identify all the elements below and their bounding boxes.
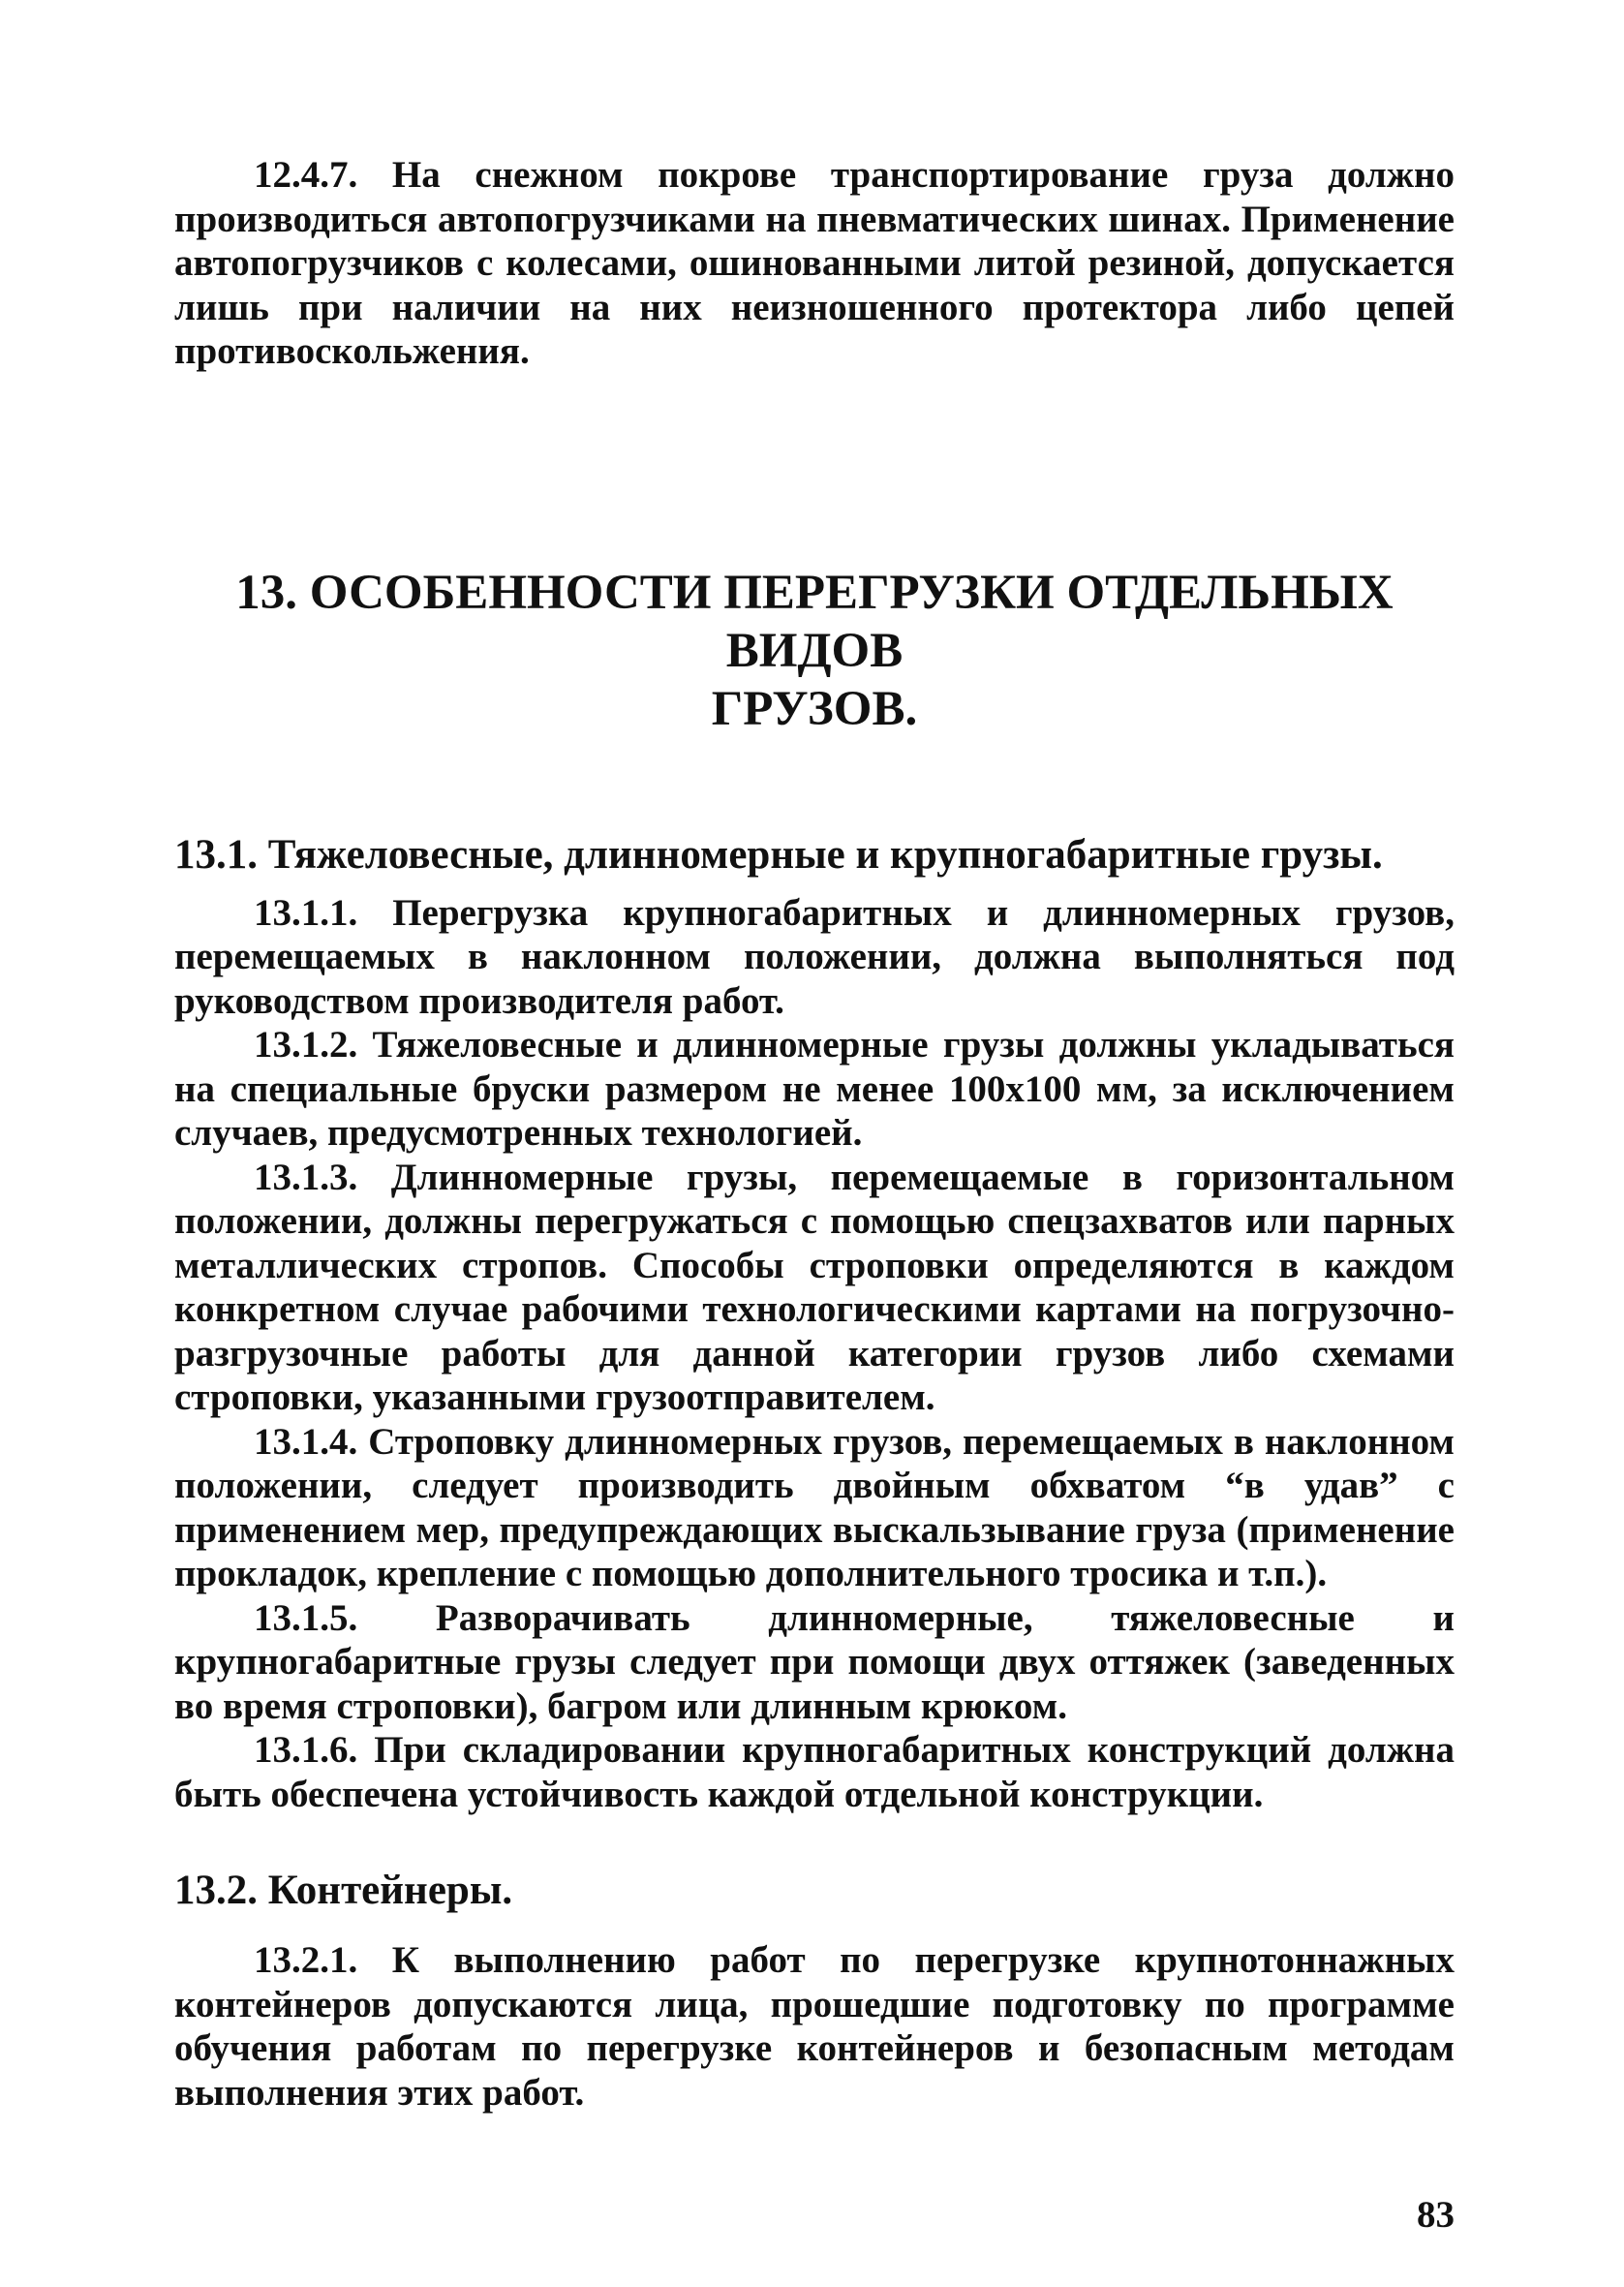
page-number: 83 (1417, 2194, 1455, 2236)
paragraph-13-1-6: 13.1.6. При складировании крупногабаритных конструкций должна быть обеспечена устойчивость каждой отдельной конструкции. (174, 1729, 1455, 1815)
paragraph-13-1-5: 13.1.5. Разворачивать длинномерные, тяжеловесные и крупногабаритные грузы следует при помощи двух оттяжек (заведенных во время строповки), багром или длинным крюком. (174, 1596, 1455, 1727)
chapter-title (174, 564, 1455, 738)
paragraph-13-1-3: 13.1.3. Длинномерные грузы, перемещаемые в горизонтальном положении, должны перегружаться с помощью спецзахватов или парных металлических стропов. Способы строповки определяются в каждом конкретном случае рабочими технологическими картами на погрузочно-разгрузочные работы для данной категории грузов либо схемами строповки, указанными грузоотправителем. (174, 1156, 1455, 1418)
section-heading-13-1: 13.1. Тяжеловесные, длинномерные и крупногабаритные грузы. (174, 831, 1383, 878)
paragraph-13-1-4: 13.1.4. Строповку длинномерных грузов, перемещаемых в наклонном положении, следует производить двойным обхватом “в удав” с применением мер, предупреждающих выскальзывание груза (применение прокладок, крепление с помощью дополнительного тросика и т.п.). (174, 1420, 1455, 1594)
paragraph-13-2-1: 13.2.1. К выполнению работ по перегрузке крупнотоннажных контейнеров допускаются лица, прошедшие подготовку по программе обучения работам по перегрузке контейнеров и безопасным методам выполнения этих работ. (174, 1939, 1455, 2114)
paragraph-13-1-2: 13.1.2. Тяжеловесные и длинномерные грузы должны укладываться на специальные бруски размером не менее 100x100 мм, за исключением случаев, предусмотренных технологией. (174, 1024, 1455, 1154)
chapter-title-line-2: ГРУЗОВ. (711, 681, 918, 736)
paragraph-12-4-7: 12.4.7. На снежном покрове транспортирование груза должно производиться автопогрузчиками на пневматических шинах. Применение автопогрузчиков с колесами, ошинованными литой резиной, допускается лишь при наличии на них неизношенного протектора либо цепей противоскольжения. (174, 154, 1455, 372)
section-heading-13-2: 13.2. Контейнеры. (174, 1868, 513, 1913)
paragraph-13-1-1: 13.1.1. Перегрузка крупногабаритных и длинномерных грузов, перемещаемых в наклонном положении, должна выполняться под руководством производителя работ. (174, 891, 1455, 1022)
chapter-title-line-1: 13. ОСОБЕННОСТИ ПЕРЕГРУЗКИ ОТДЕЛЬНЫХ ВИДОВ (235, 565, 1394, 678)
